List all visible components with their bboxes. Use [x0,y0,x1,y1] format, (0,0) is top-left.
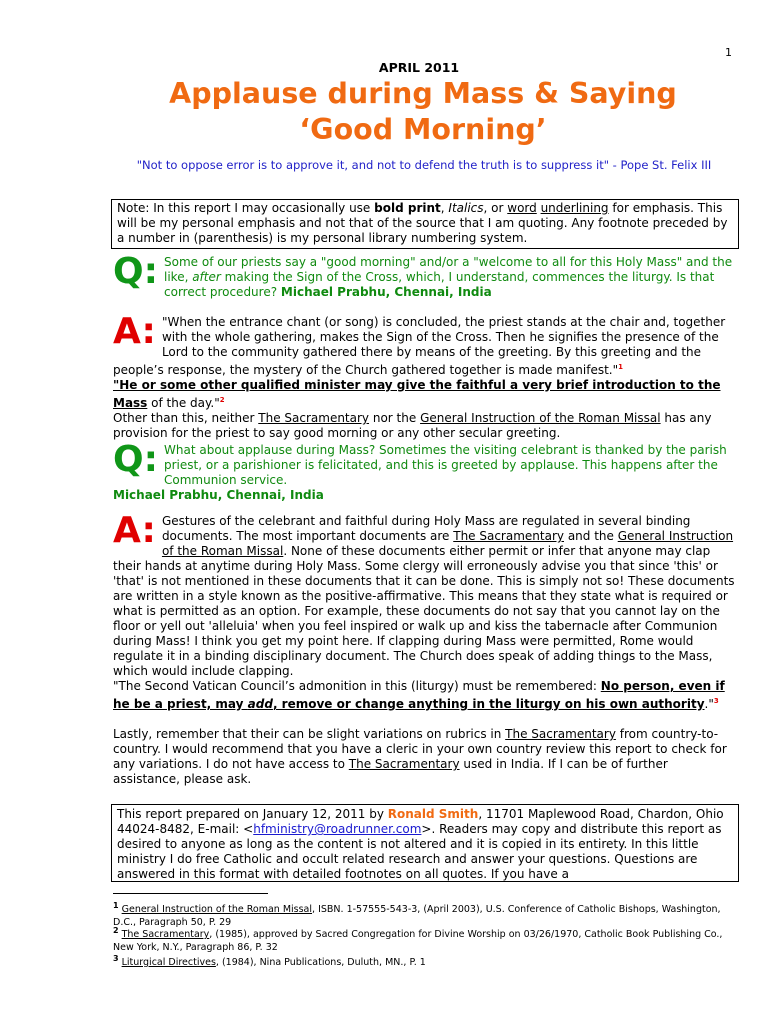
doc-title-sacramentary: The Sacramentary [258,411,370,425]
note-text: , [440,201,449,215]
footnote-2 [113,924,733,954]
answer-text: and the [564,529,618,543]
answer-text: Gestures of the celebrant and faithful during Holy Mass are regulated in several binding documents. The most important documents are [161,514,691,543]
answer-emphasis: , remove or change anything in the liturgy on his own authority [272,697,705,711]
title-line-1: Applause during Mass & Saying [169,77,677,110]
question-text: Some of our priests say a "good morning" and/or a "welcome to all for this Holy Mass" and the like, [164,255,733,284]
answer-letter: A: [113,311,156,352]
footnote-title: Liturgical Directives [121,957,216,969]
question-letter: Q: [113,251,158,292]
note-underline-sample: underlining [540,201,609,215]
note-text: , or [483,201,508,215]
footnote-ref: 2 [219,396,225,404]
footnote-number: 1 [113,901,119,910]
epigraph-quote: "Not to oppose error is to approve it, and not to defend the truth is to suppress it" - Pope St. Felix III [136,158,712,172]
answer-1 [113,311,735,441]
footnote-text: , (1985), approved by Sacred Congregation for Divine Worship on 03/26/1970, Catholic Book Publishing Co., New York, N.Y., Paragraph 86, P. 32 [113,929,723,954]
report-text: , 11701 Maplewood Road, Chardon, Ohio 44024-8482, E-mail: < [117,807,724,836]
answer-2 [113,510,735,787]
note-text: Note: In this report I may occasionally use [117,201,375,215]
report-author: Ronald Smith [387,807,479,821]
question-text: What about applause during Mass? Sometimes the visiting celebrant is thanked by the parish priest, or a parishioner is felicitated, and this is greeted by applause. This happens after the Communion service. [164,443,727,487]
answer-emphasis: "He or some other qualified minister may give the faithful a very brief introduction to the Mass [113,378,721,410]
question-2 [113,439,735,503]
report-date: APRIL 2011 [378,60,460,75]
footnote-text: , ISBN. 1-57555-543-3, (April 2003), U.S. Conference of Catholic Bishops, Washington, D.C., Paragraph 50, P. 29 [113,904,721,929]
doc-title-girm: General Instruction of the Roman Missal [420,411,661,425]
footnote-title: General Instruction of the Roman Missal [121,904,313,916]
question-letter: Q: [113,439,158,480]
answer-text: Other than this, neither [113,411,259,425]
footnote-divider [113,893,268,894]
question-text: making the Sign of the Cross, which, I understand, commences the liturgy. Is that correct procedure? [164,270,715,299]
email-link[interactable]: hfministry@roadrunner.com [253,822,422,836]
footnote-ref: 1 [618,363,623,371]
note-italic-sample: Italics [448,201,484,215]
footnote-3 [113,952,733,969]
answer-text: from country-to-country. I would recommend that you have a cleric in your own country review this report to check for any variations. I do not have access to [113,727,727,771]
answer-emphasis-italic: add [247,697,273,711]
report-info-box [111,804,739,882]
answer-text: ." [704,697,714,711]
answer-text: used in India. If I can be of further assistance, please ask. [113,757,668,786]
note-bold-sample: bold print [374,201,441,215]
answer-text: "The Second Vatican Council’s admonition in this (liturgy) must be remembered: [113,679,601,693]
emphasis-note-box [111,199,739,249]
doc-title-sacramentary: The Sacramentary [505,727,616,741]
footnote-ref: 3 [713,697,719,705]
question-1 [113,251,735,300]
answer-text: Lastly, remember that their can be slight variations on rubrics in [113,727,506,741]
question-italic: after [192,270,221,284]
report-text: >. Readers may copy and distribute this report as desired to anyone as long as the content is not altered and it is copied in its entirety. In this little ministry I do free Catholic and occult related research and answer your questions. Questions are answered in this format with detailed footnotes on all quotes. If you have a [117,822,722,881]
answer-letter: A: [113,510,156,551]
doc-title-girm: General Instruction of the Roman Missal [161,529,734,558]
answer-text: has any provision for the priest to say good morning or any other secular greeting. [113,411,712,440]
doc-title-sacramentary: The Sacramentary [348,757,460,771]
footnote-title: The Sacramentary [121,929,210,941]
answer-text: . None of these documents either permit or infer that anyone may clap their hands at anytime during Holy Mass. Some clergy will erroneously advise you that since 'this' or 'that' is not mentioned in these documents that it can be done. This is simply not so! These documents are written in a style known as the positive-affirmative. This means that they state what is required or what is permitted as an option. For example, these documents do not say that you cannot lay on the floor or yell out 'alleluia' when you feel inspired or walk up and kiss the tabernacle after Communion during Mass! I think you get my point here. If clapping during Mass were permitted, Rome would regulate it in a binding disciplinary document. The Church does speak of adding things to the Mass, which would include clapping. [113,544,735,678]
page-number: 1 [725,46,732,59]
footnote-text: , (1984), Nina Publications, Duluth, MN., P. 1 [215,957,426,969]
report-text: This report prepared on January 12, 2011 by [117,807,388,821]
note-underline-sample: word [507,201,537,215]
note-text: for emphasis. This will be my personal emphasis and not that of the source that I am quoting. Any footnote preceded by a number in (parenthesis) is my personal library numbering system. [117,201,728,245]
footnote-number: 2 [113,926,119,935]
doc-title-sacramentary: The Sacramentary [453,529,564,543]
title-line-2: ‘Good Morning’ [299,113,547,146]
answer-text: "When the entrance chant (or song) is concluded, the priest stands at the chair and, together with the whole gathering, makes the Sign of the Cross. Then he signifies the presence of the Lord to the community gathered there by means of the greeting. By this greeting and the people’s response, the mystery of the Church gathered together is made manifest." [113,315,726,377]
question-author: Michael Prabhu, Chennai, India [280,285,492,299]
question-author: Michael Prabhu, Chennai, India [113,488,324,502]
footnote-number: 3 [113,954,119,963]
answer-text: of the day." [147,396,220,410]
answer-emphasis: No person, even if he be a priest, may [113,679,725,711]
page-title [0,76,768,148]
answer-text: nor the [369,411,421,425]
